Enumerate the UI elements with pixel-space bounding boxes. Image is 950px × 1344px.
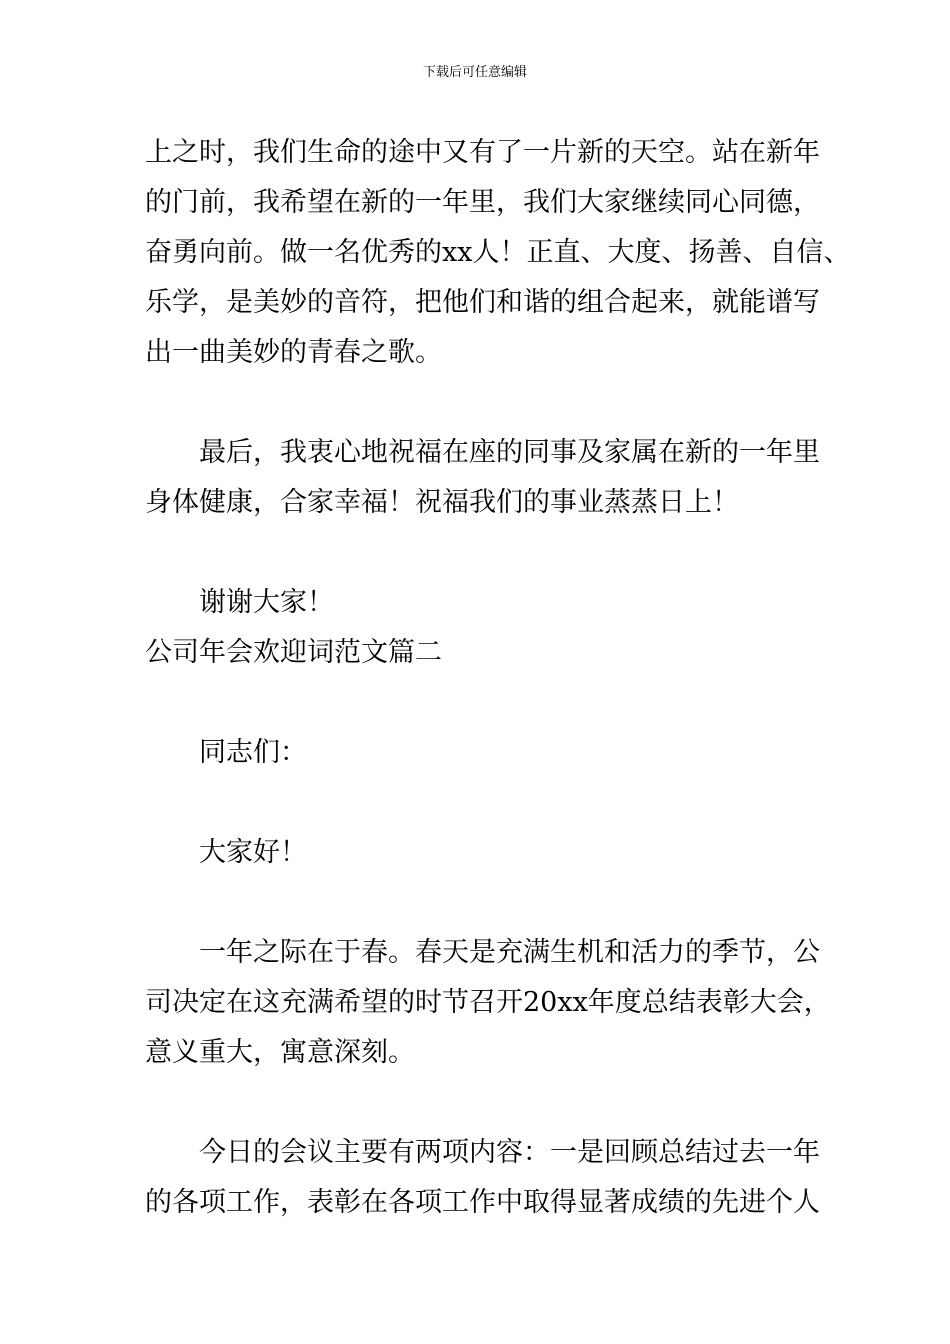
paragraph (145, 128, 851, 378)
paragraph-gap (145, 778, 835, 828)
text-line: 公司年会欢迎词范文篇二 (145, 637, 442, 668)
text-line: 大家好！ (199, 837, 307, 868)
text-line: 的门前，我希望在新的一年里，我们大家继续同心同德， (145, 187, 820, 218)
section-title (145, 628, 835, 678)
paragraph-gap (145, 378, 835, 428)
paragraph (145, 928, 835, 1078)
text-line: 出一曲美妙的青春之歌。 (145, 337, 442, 368)
text-line: 奋勇向前。做一名优秀的xx人！正直、大度、扬善、自信、 (145, 237, 851, 268)
paragraph (145, 1128, 835, 1228)
text-line: 谢谢大家！ (199, 587, 334, 618)
text-line: 最后，我衷心地祝福在座的同事及家属在新的一年里 (199, 437, 820, 468)
document-body (145, 128, 851, 1228)
paragraph-gap (145, 878, 835, 928)
text-line: 司决定在这充满希望的时节召开20xx年度总结表彰大会， (145, 987, 831, 1018)
paragraph (145, 728, 835, 778)
page-header: 下载后可任意编辑 (422, 65, 527, 80)
text-line: 身体健康，合家幸福！祝福我们的事业蒸蒸日上！ (145, 487, 739, 518)
paragraph-gap (145, 678, 835, 728)
paragraph (145, 428, 835, 528)
paragraph (145, 828, 835, 878)
paragraph-gap (145, 528, 835, 578)
paragraph-gap (145, 1078, 835, 1128)
text-line: 乐学，是美妙的音符，把他们和谐的组合起来，就能谱写 (145, 287, 820, 318)
text-line: 今日的会议主要有两项内容：一是回顾总结过去一年 (199, 1137, 820, 1168)
paragraph (145, 578, 835, 628)
text-line: 上之时，我们生命的途中又有了一片新的天空。站在新年 (145, 137, 820, 168)
text-line: 的各项工作，表彰在各项工作中取得显著成绩的先进个人 (145, 1187, 820, 1218)
text-line: 一年之际在于春。春天是充满生机和活力的季节，公 (199, 937, 820, 968)
text-line: 同志们： (199, 737, 307, 768)
text-line: 意义重大，寓意深刻。 (145, 1037, 415, 1068)
